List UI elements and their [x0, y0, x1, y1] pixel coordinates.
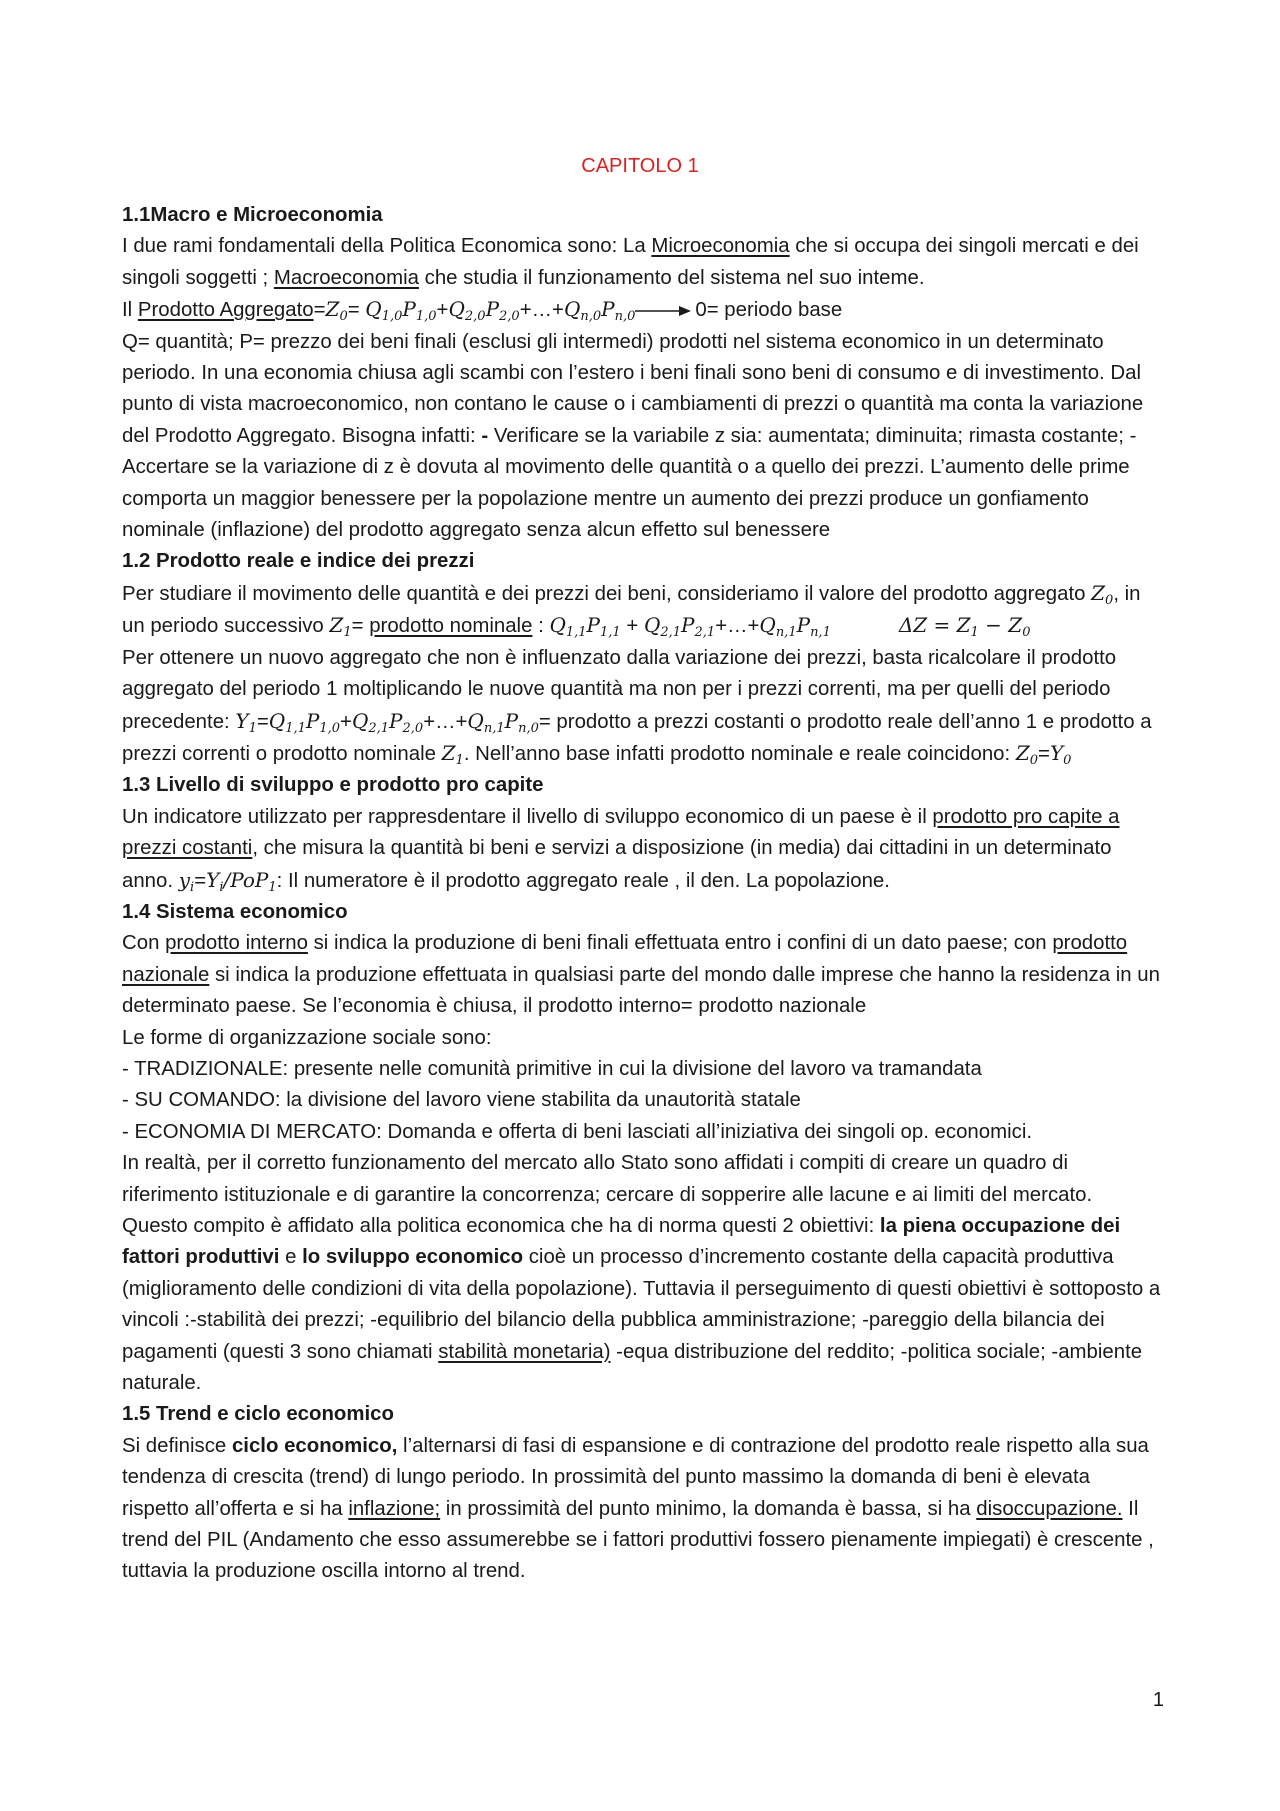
section-heading-1-5: 1.5 Trend e ciclo economico — [122, 1403, 394, 1426]
list-item: - TRADIZIONALE: presente nelle comunità primitive in cui la divisione del lavoro va tramandata — [122, 1057, 982, 1080]
paragraph-prodotto-reale: Per ottenere un nuovo aggregato che non è influenzato dalla variazione dei prezzi, basta ricalcolare il prodotto aggregato del periodo 1 moltiplicando le nuove quantità ma non per i prezzi correnti, ma per quelli del periodo precedente: $Y_1=Q_{1,1}P_{1,0}+Q_{2,1}P_{2,0}+\dots+Q_{n,1}P_{n,0}=$ prodotto a prezzi costanti o prodotto reale dell’anno 1 e prodotto a prezzi correnti o prodotto nominale $Z_1$. Nell’anno base infatti prodotto nominale e reale coincidono: $Z_0=Y_0$ — [122, 646, 1152, 768]
right-arrow-icon — [635, 305, 691, 317]
list-item: - SU COMANDO: la divisione del lavoro viene stabilita da unautorità statale — [122, 1089, 801, 1112]
chapter-title: CAPITOLO 1 — [581, 155, 699, 177]
paragraph-prodotto-aggregato: Il Prodotto $Aggregato=Z_0=$ $Q_{1,0}P_{1,0}+Q_{2,0}P_{2,0}+\dots+Q_{n,0}P_{n,0}$ 0= periodo base — [122, 297, 843, 325]
paragraph-prodotto-nominale: Per studiare il movimento delle quantità e dei prezzi dei beni, consideriamo il valore del prodotto aggregato $Z_0$, in un periodo successivo $Z_1=$ prodotto nominale : $Q_{1,1}P_{1,1}$ + $Q_{2,1}P_{2,1}+\dots+Q_{n,1}P_{n,1}$ $\Delta Z = Z_1 - Z_0$ — [122, 580, 1141, 641]
paragraph-politica-economica: In realtà, per il corretto funzionamento del mercato allo Stato sono affidati i compiti di creare un quadro di riferimento istituzionale e di garantire la concorrenza; cercare di sopperire alle lacune e ai limiti del mercato. Questo compito è affidato alla politica economica che ha di norma questi 2 obiettivi: la piena occupazione dei fattori produttivi e lo sviluppo economico cioè un processo d’incremento costante della capacità produttiva (miglioramento delle condizioni di vita della popolazione). Tuttavia il perseguimento di questi obiettivi è sottoposto a vincoli :-stabilità dei prezzi; -equilibrio del bilancio della pubblica amministrazione; -pareggio della bilancia dei pagamenti (questi 3 sono chiamati stabilità monetaria) -equa distribuzione del reddito; -politica sociale; -ambiente naturale. — [122, 1152, 1161, 1395]
paragraph-ciclo-economico: Si definisce ciclo economico, l’alternarsi di fasi di espansione e di contrazione del prodotto reale rispetto alla sua tendenza di crescita (trend) di lungo periodo. In prossimità del punto massimo la domanda di beni è elevata rispetto all’offerta e si ha inflazione; in prossimità del punto minimo, la domanda è bassa, si ha disoccupazione. Il trend del PIL (Andamento che esso assumerebbe se i fattori produttivi fossero pienamente impiegati) è crescente , tuttavia la produzione oscilla intorno al trend. — [122, 1434, 1154, 1583]
paragraph-prodotto-interno: Con prodotto interno si indica la produzione di beni finali effettuata entro i confini di un dato paese; con prodotto nazionale si indica la produzione effettuata in qualsiasi parte del mondo dalle imprese che hanno la residenza in un determinato paese. Se l’economia è chiusa, il prodotto interno= prodotto nazionale — [122, 932, 1160, 1018]
page-number: 1 — [1152, 1689, 1164, 1711]
paragraph-quantita-prezzi: Q= quantità; P= prezzo dei beni finali (esclusi gli intermedi) prodotti nel sistema economico in un determinato periodo. In una economia chiusa agli scambi con l’estero i beni finali sono beni di consumo e di investimento. Dal punto di vista macroeconomico, non contano le cause o i cambiamenti di prezzi o quantità ma conta la variazione del Prodotto Aggregato. Bisogna infatti: - Verificare se la variabile z sia: aumentata; diminuita; rimasta costante; -Accertare se la variazione di z è dovuta al movimento delle quantità o a quello dei prezzi. L’aumento delle prime comporta un maggior benessere per la popolazione mentre un aumento dei prezzi produce un gonfiamento nominale (inflazione) del prodotto aggregato senza alcun effetto sul benessere — [122, 330, 1144, 542]
paragraph-macro-micro: I due rami fondamentali della Politica Economica sono: La Microeconomia che si occupa dei singoli mercati e dei singoli soggetti ; Macroeconomia che studia il funzionamento del sistema nel suo inteme. — [122, 235, 1139, 289]
paragraph-pro-capite: Un indicatore utilizzato per rappresdentare il livello di sviluppo economico di un paese è il prodotto pro capite a prezzi costanti, che misura la quantità bi beni e servizi a disposizione (in media) dai cittadini in un determinato anno. $y_i=Y_i/PoP_1$: Il numeratore è il prodotto aggregato reale , il den. La popolazione. — [122, 805, 1120, 895]
section-heading-1-3: 1.3 Livello di sviluppo e prodotto pro capite — [122, 774, 544, 797]
section-heading-1-2: 1.2 Prodotto reale e indice dei prezzi — [122, 550, 475, 573]
section-heading-1-4: 1.4 Sistema economico — [122, 900, 348, 923]
list-item: - ECONOMIA DI MERCATO: Domanda e offerta di beni lasciati all’iniziativa dei singoli op. economici. — [122, 1120, 1033, 1143]
paragraph-forme-organizzazione: Le forme di organizzazione sociale sono: — [122, 1026, 492, 1049]
document-body — [122, 200, 1162, 1588]
section-heading-1-1: 1.1Macro e Microeconomia — [122, 204, 383, 226]
